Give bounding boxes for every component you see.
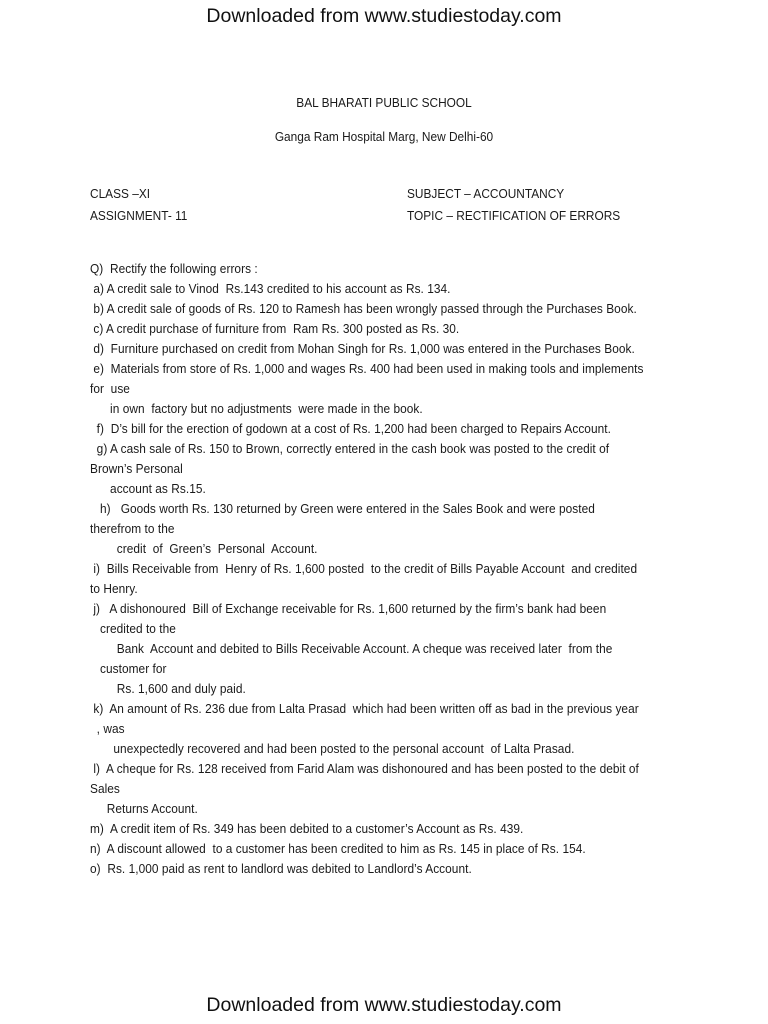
question-line: unexpectedly recovered and had been posted to the personal account of Lalta Prasad. bbox=[90, 741, 575, 756]
question-line: for use bbox=[90, 381, 130, 396]
question-line: f) D’s bill for the erection of godown at a cost of Rs. 1,200 had been charged to Repairs Account. bbox=[90, 421, 611, 436]
question-line: d) Furniture purchased on credit from Mohan Singh for Rs. 1,000 was entered in the Purchases Book. bbox=[90, 341, 635, 356]
question-line: i) Bills Receivable from Henry of Rs. 1,600 posted to the credit of Bills Payable Account and credited bbox=[90, 561, 638, 576]
subject-label: SUBJECT – ACCOUNTANCY bbox=[407, 186, 565, 201]
question-line: o) Rs. 1,000 paid as rent to landlord was debited to Landlord’s Account. bbox=[90, 861, 472, 876]
question-line: Rs. 1,600 and duly paid. bbox=[90, 681, 246, 696]
question-line: g) A cash sale of Rs. 150 to Brown, correctly entered in the cash book was posted to the credit of bbox=[90, 441, 610, 456]
question-line: credited to the bbox=[90, 621, 176, 636]
topic-label: TOPIC – RECTIFICATION OF ERRORS bbox=[407, 208, 621, 223]
bottom-download-banner: Downloaded from www.studiestoday.com bbox=[206, 994, 562, 1016]
question-line: Brown’s Personal bbox=[90, 461, 183, 476]
question-line: h) Goods worth Rs. 130 returned by Green were entered in the Sales Book and were posted bbox=[90, 501, 595, 516]
question-heading: Q) Rectify the following errors : bbox=[90, 261, 258, 276]
question-line: n) A discount allowed to a customer has been credited to him as Rs. 145 in place of Rs. 154. bbox=[90, 841, 586, 856]
question-line: c) A credit purchase of furniture from Ram Rs. 300 posted as Rs. 30. bbox=[90, 321, 460, 336]
question-line: therefrom to the bbox=[90, 521, 175, 536]
class-label: CLASS –XI bbox=[90, 186, 151, 201]
question-line: m) A credit item of Rs. 349 has been debited to a customer’s Account as Rs. 439. bbox=[90, 821, 524, 836]
school-address: Ganga Ram Hospital Marg, New Delhi-60 bbox=[274, 129, 494, 144]
question-line: account as Rs.15. bbox=[90, 481, 206, 496]
question-line: e) Materials from store of Rs. 1,000 and wages Rs. 400 had been used in making tools and implements bbox=[90, 361, 644, 376]
question-line: b) A credit sale of goods of Rs. 120 to Ramesh has been wrongly passed through the Purchases Book. bbox=[90, 301, 637, 316]
question-line: , was bbox=[90, 721, 125, 736]
question-line: customer for bbox=[90, 661, 167, 676]
question-line: Bank Account and debited to Bills Receivable Account. A cheque was received later from the bbox=[90, 641, 613, 656]
question-line: Returns Account. bbox=[90, 801, 198, 816]
question-line: k) An amount of Rs. 236 due from Lalta Prasad which had been written off as bad in the previous year bbox=[90, 701, 639, 716]
top-download-banner: Downloaded from www.studiestoday.com bbox=[206, 5, 562, 27]
question-line: in own factory but no adjustments were made in the book. bbox=[90, 401, 423, 416]
question-line: a) A credit sale to Vinod Rs.143 credited to his account as Rs. 134. bbox=[90, 281, 451, 296]
school-name: BAL BHARATI PUBLIC SCHOOL bbox=[296, 95, 472, 110]
question-line: credit of Green’s Personal Account. bbox=[90, 541, 318, 556]
assignment-label: ASSIGNMENT- 11 bbox=[90, 208, 188, 223]
question-line: l) A cheque for Rs. 128 received from Farid Alam was dishonoured and has been posted to the debit of bbox=[90, 761, 639, 776]
question-line: Sales bbox=[90, 781, 120, 796]
question-line: j) A dishonoured Bill of Exchange receivable for Rs. 1,600 returned by the firm’s bank had been bbox=[90, 601, 607, 616]
question-line: to Henry. bbox=[90, 581, 138, 596]
